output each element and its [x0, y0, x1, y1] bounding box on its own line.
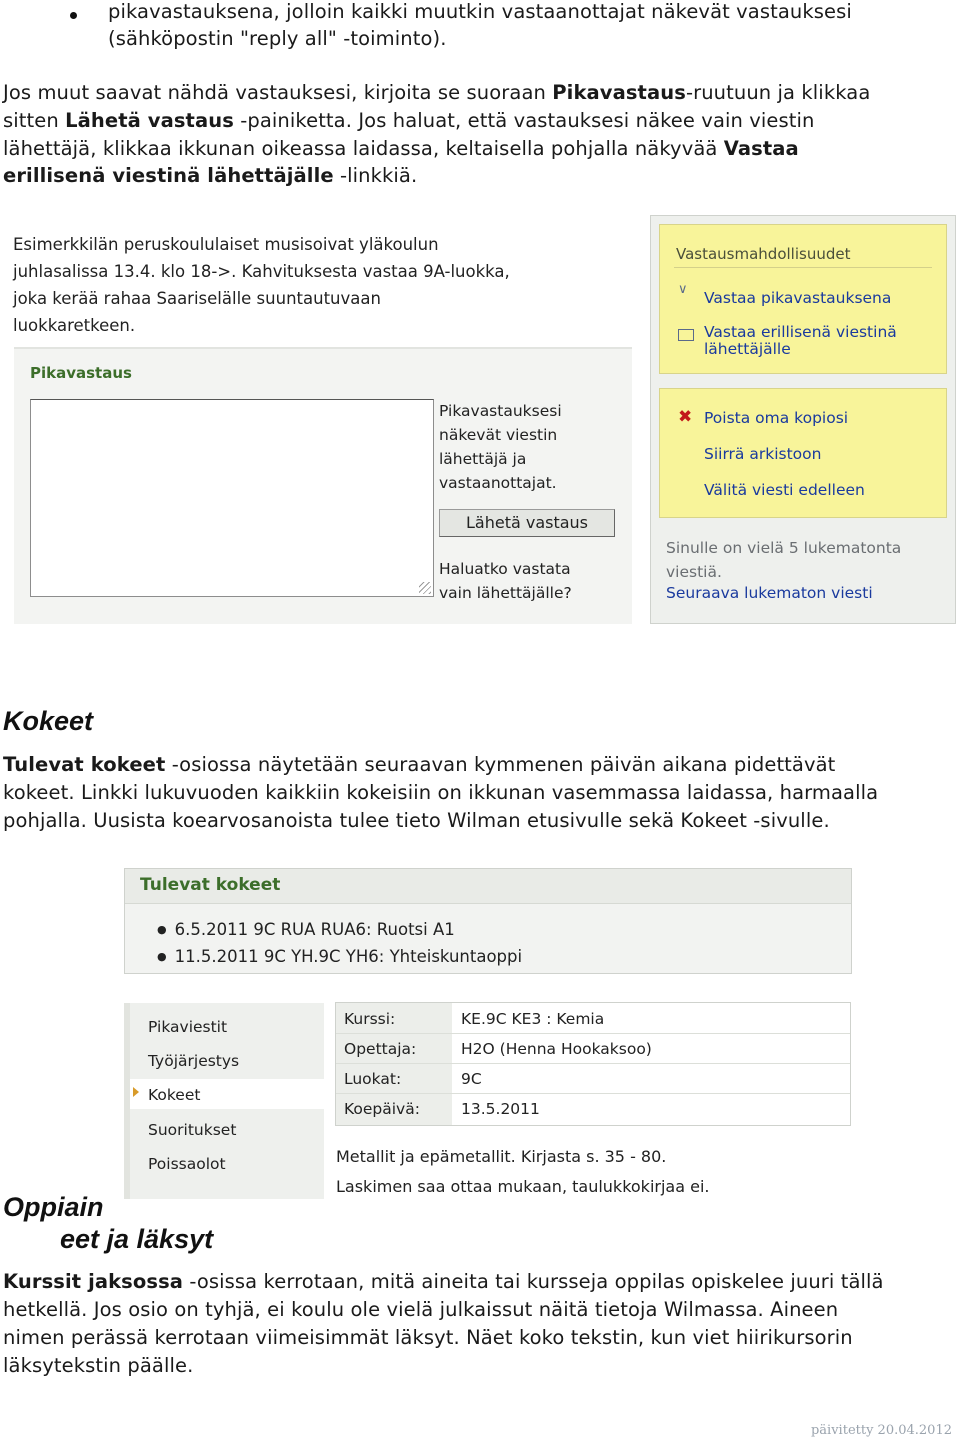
info-line: lähettäjä ja	[439, 450, 527, 468]
row-divider	[336, 1093, 850, 1094]
nav-item-kokeet-active[interactable]	[130, 1079, 324, 1109]
oppiaineet-line-2: hetkellä. Jos osio on tyhjä, ei koulu ole vielä julkaissut näitä tietoja Wilmassa. Aineen	[3, 1298, 839, 1321]
exam-item[interactable]: ● 6.5.2011 9C RUA RUA6: Ruotsi A1	[157, 920, 455, 939]
info-line: vastaanottajat.	[439, 474, 557, 492]
envelope-icon	[678, 329, 694, 341]
next-unread-link[interactable]: Seuraava lukematon viesti	[666, 584, 873, 602]
message-line: juhlasalissa 13.4. klo 18->. Kahvituksesta vastaa 9A-luokka,	[13, 262, 510, 281]
kokeet-line-3: pohjalla. Uusista koearvosanoista tulee tieto Wilman etusivulle sekä Kokeet -sivulle.	[3, 809, 830, 832]
oppiaineet-heading-line-1: Oppiain	[3, 1192, 104, 1222]
nav-item-suoritukset[interactable]: Suoritukset	[148, 1121, 237, 1139]
nav-item-kokeet: Kokeet	[148, 1086, 201, 1104]
oppiaineet-line-4: läksytekstin päälle.	[3, 1354, 194, 1377]
link-line: Vastaa erillisenä viestinä	[704, 323, 897, 341]
quick-reply-textarea[interactable]	[30, 399, 434, 597]
updated-footer: päivitetty 20.04.2012	[810, 1423, 952, 1438]
message-line: Esimerkkilän peruskoululaiset musisoivat yläkoulun	[13, 235, 439, 254]
oppiaineet-paragraph	[3, 1268, 884, 1380]
kokeet-paragraph	[3, 751, 878, 835]
row-divider	[336, 1063, 850, 1064]
bullet-line-2: (sähköpostin "reply all" -toiminto).	[108, 27, 447, 50]
bullet-dot	[70, 12, 77, 19]
paragraph-line-1: Jos muut saavat nähdä vastauksesi, kirjoita se suoraan Pikavastaus-ruutuun ja klikkaa	[3, 81, 871, 104]
label-luokat: Luokat:	[344, 1070, 402, 1088]
bullet-line-1: pikavastauksena, jolloin kaikki muutkin vastaanottajat näkevät vastauksesi	[108, 0, 852, 23]
forward-link[interactable]: Välitä viesti edelleen	[704, 481, 865, 499]
info-line: Pikavastauksesi	[439, 402, 562, 420]
paragraph-line-4: erillisenä viestinä lähettäjälle -linkkiä.	[3, 164, 418, 187]
kokeet-line-1: Tulevat kokeet -osiossa näytetään seuraavan kymmenen päivän aikana pidettävät	[3, 753, 836, 776]
reply-sender-only-link[interactable]	[439, 557, 572, 605]
nav-item-pikaviestit[interactable]: Pikaviestit	[148, 1018, 228, 1036]
message-line: luokkaretkeen.	[13, 316, 136, 335]
upcoming-exams-title: Tulevat kokeet	[140, 875, 281, 895]
message-line: joka kerää rahaa Saariselälle suuntautuvaan	[13, 289, 381, 308]
label-opettaja: Opettaja:	[344, 1040, 417, 1058]
oppiaineet-line-3: nimen perässä kerrotaan viimeisimmät läksyt. Näet koko tekstin, kun viet hiirikursorin	[3, 1326, 853, 1349]
value-kurssi: KE.9C KE3 : Kemia	[461, 1010, 605, 1028]
label-koepaiva: Koepäivä:	[344, 1100, 420, 1118]
oppiaineet-heading-line-2: eet ja läksyt	[60, 1224, 214, 1254]
row-divider	[336, 1033, 850, 1034]
kokeet-heading: Kokeet	[3, 706, 94, 736]
left-nav	[124, 1003, 324, 1199]
message-actions-box	[659, 388, 947, 518]
reply-quick-link[interactable]: Vastaa pikavastauksena	[704, 289, 892, 307]
unread-info	[666, 536, 901, 584]
link-line: Haluatko vastata	[439, 560, 571, 578]
nav-item-poissaolot[interactable]: Poissaolot	[148, 1155, 226, 1173]
info-line: näkevät viestin	[439, 426, 558, 444]
reply-options-title: Vastausmahdollisuudet	[676, 245, 851, 263]
value-koepaiva: 13.5.2011	[461, 1100, 540, 1118]
send-reply-button[interactable]: Lähetä vastaus	[439, 509, 615, 537]
quick-reply-info	[439, 399, 562, 495]
resize-handle[interactable]	[419, 582, 431, 594]
value-luokat: 9C	[461, 1070, 482, 1088]
paragraph-line-3: lähettäjä, klikkaa ikkunan oikeassa laidassa, keltaisella pohjalla näkyvää Vastaa	[3, 137, 799, 160]
exam-details-table	[335, 1002, 851, 1126]
nav-item-tyojarjestys[interactable]: Työjärjestys	[148, 1052, 240, 1070]
delete-copy-link[interactable]: Poista oma kopiosi	[704, 409, 849, 427]
delete-x-icon: ✖	[678, 407, 693, 427]
message-screenshot	[0, 215, 960, 630]
quick-reply-title: Pikavastaus	[30, 364, 132, 382]
unread-line: viestiä.	[666, 563, 722, 581]
label-kurssi: Kurssi:	[344, 1010, 396, 1028]
link-line: vain lähettäjälle?	[439, 584, 572, 602]
message-body	[13, 231, 510, 339]
divider	[674, 267, 932, 268]
unread-line: Sinulle on vielä 5 lukematonta	[666, 539, 902, 557]
paragraph-line-2: sitten Lähetä vastaus -painiketta. Jos haluat, että vastauksesi näkee vain viestin	[3, 109, 815, 132]
arrow-right-icon	[133, 1087, 139, 1097]
exam-description	[336, 1142, 709, 1202]
reply-options-box	[659, 224, 947, 374]
right-sidebar	[650, 215, 956, 624]
kokeet-line-2: kokeet. Linkki lukuvuoden kaikkiin kokeisiin on ikkunan vasemmassa laidassa, harmaalla	[3, 781, 879, 804]
double-chevron-down-icon: ∨	[678, 282, 688, 297]
archive-link[interactable]: Siirrä arkistoon	[704, 445, 822, 463]
link-line: lähettäjälle	[704, 340, 791, 358]
oppiaineet-line-1: Kurssit jaksossa -osissa kerrotaan, mitä aineita tai kursseja oppilas opiskelee juuri tällä	[3, 1270, 884, 1293]
quick-reply-panel	[14, 347, 632, 624]
upcoming-exams-box	[124, 868, 852, 974]
exam-description-line: Laskimen saa ottaa mukaan, taulukkokirjaa ei.	[336, 1177, 710, 1196]
upcoming-exams-list	[157, 916, 522, 970]
exam-item[interactable]: ● 11.5.2011 9C YH.9C YH6: Yhteiskuntaoppi	[157, 947, 523, 966]
value-opettaja: H2O (Henna Hookaksoo)	[461, 1040, 652, 1058]
reply-separate-link[interactable]	[704, 324, 897, 358]
exam-description-line: Metallit ja epämetallit. Kirjasta s. 35 - 80.	[336, 1147, 667, 1166]
